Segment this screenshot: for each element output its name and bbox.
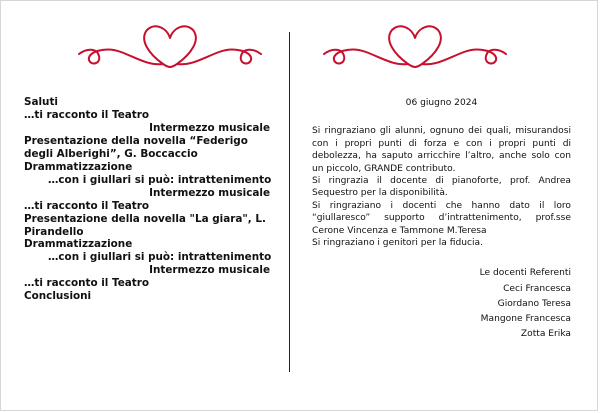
acknowledgements-column (312, 97, 571, 342)
program-item: Presentazione della novella “Federigo degli Alberighi”, G. Boccaccio (24, 134, 248, 160)
program-item: Intermezzo musicale (149, 121, 270, 134)
heart-ribbon-icon (320, 20, 510, 80)
event-date: 06 giugno 2024 (405, 98, 478, 108)
program-list (24, 96, 270, 303)
program-item: Drammatizzazione (24, 160, 133, 173)
signature-block (312, 266, 571, 342)
program-item: Conclusioni (24, 290, 92, 303)
thanks-paragraph: Si ringraziano gli alunni, ognuno dei quali, misurandosi con i propri punti di forza e con i propri punti di debolezza, ha saputo arricchire l’altro, anche solo con un piccolo, GRANDE contributo. (312, 126, 571, 174)
heart-ribbon-icon (75, 20, 265, 80)
signature-name: Mangone Francesca (480, 314, 571, 325)
signature-heading: Le docenti Referenti (479, 268, 571, 279)
signature-name: Ceci Francesca (503, 283, 571, 294)
signature-name: Zotta Erika (520, 329, 571, 340)
program-item: …con i giullari si può: intrattenimento (48, 173, 272, 186)
program-item: Saluti (24, 96, 58, 108)
program-item: …ti racconto il Teatro (24, 199, 149, 212)
thanks-paragraph: Si ringraziano i docenti che hanno dato il loro “giullaresco” supporto d’intrattenimento, prof.sse Cerone Vincenza e Tammone M.Teresa (312, 200, 571, 236)
thanks-text (312, 125, 571, 249)
thanks-paragraph: Si ringrazia il docente di pianoforte, prof. Andrea Sequestro per la disponibilità. (312, 176, 571, 199)
program-item: Drammatizzazione (24, 238, 133, 251)
program-item: …con i giullari si può: intrattenimento (48, 251, 272, 264)
program-item: …ti racconto il Teatro (24, 277, 149, 290)
program-item: Intermezzo musicale (149, 186, 270, 199)
signature-name: Giordano Teresa (497, 298, 571, 309)
column-divider (289, 32, 290, 372)
program-item: Intermezzo musicale (149, 264, 270, 277)
program-item: Presentazione della novella "La giara", L. Pirandello (24, 212, 266, 238)
program-item: …ti racconto il Teatro (24, 108, 149, 121)
thanks-paragraph: Si ringraziano i genitori per la fiducia. (312, 238, 483, 249)
